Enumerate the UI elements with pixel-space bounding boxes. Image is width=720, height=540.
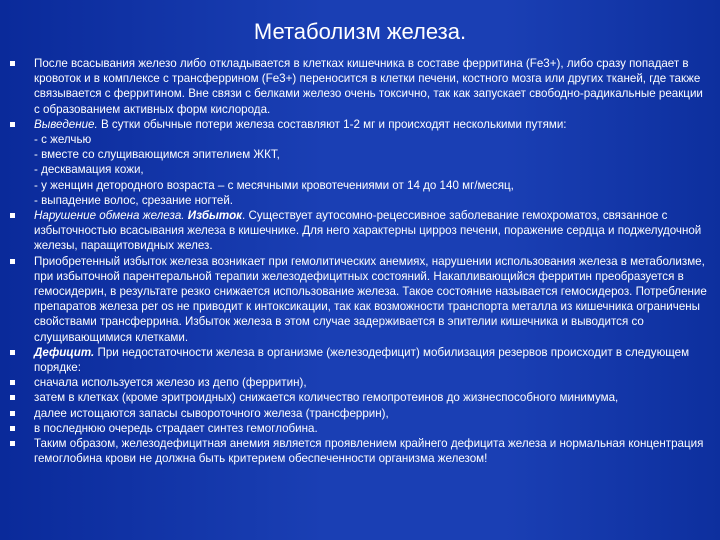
deficiency-text: При недостаточности железа в организме (железодефицит) мобилизация резервов происходит в следующем порядке: bbox=[34, 345, 690, 375]
excretion-path-skin: - десквамация кожи, bbox=[34, 163, 144, 177]
deficiency-label: Дефицит. bbox=[34, 345, 95, 359]
slide-body bbox=[10, 56, 710, 466]
excretion-label: Выведение. bbox=[34, 117, 98, 131]
disorders-text: . Существует аутосомно-рецессивное заболевание гемохроматоз, связанное с избыточностью всасывания железа в кишечнике. Для него характерны цирроз печени, поражение сердца и поджелудочной железы, паращитовидных желез. bbox=[34, 209, 702, 253]
excretion-text: В сутки обычные потери железа составляют 1-2 мг и происходят несколькими путями: bbox=[97, 117, 567, 131]
paragraph-conclusion: Таким образом, железодефицитная анемия является проявлением крайнего дефицита железа и нормальная концентрация гемоглобина крови не должна быть критерием обеспеченности организма железом! bbox=[10, 436, 710, 466]
disorders-label: Нарушение обмена железа. bbox=[34, 209, 185, 223]
paragraph-disorders bbox=[10, 208, 710, 254]
paragraph-excretion bbox=[10, 117, 710, 132]
paragraph-absorption: После всасывания железо либо откладывается в клетках кишечника в составе ферритина (Fe3+), либо сразу попадает в кровоток и в комплексе с трансферрином (Fe3+) переносится в клетки печени, костного мозга или других тканей, где также связывается с ферритином. Вне связи с белками железо очень токсично, так как запускает свободно-радикальные реакции с образованием активных форм кислорода. bbox=[10, 56, 710, 117]
slide-title: Метаболизм железа. bbox=[253, 19, 467, 44]
deficiency-step-serum: далее истощаются запасы сывороточного железа (трансферрин), bbox=[10, 406, 710, 421]
excretion-path-hair-nails: - выпадение волос, срезание ногтей. bbox=[34, 193, 234, 207]
deficiency-step-depot: сначала используется железо из депо (ферритин), bbox=[10, 375, 710, 390]
paragraph-deficiency bbox=[10, 345, 710, 375]
excess-label: Избыток bbox=[187, 209, 243, 223]
deficiency-step-hemoglobin: в последнюю очередь страдает синтез гемоглобина. bbox=[10, 421, 710, 436]
excretion-path-menstruation: - у женщин детородного возраста – с месячными кровотечениями от 14 до 140 мг/месяц, bbox=[34, 178, 514, 192]
excretion-path-bile: - с желчью bbox=[34, 133, 92, 147]
excretion-path-epithelium: - вместе со слущивающимся эпителием ЖКТ, bbox=[34, 148, 280, 162]
deficiency-step-hemoproteins: затем в клетках (кроме эритроидных) снижается количество гемопротеинов до жизнеспособного минимума, bbox=[10, 390, 710, 405]
paragraph-acquired-excess: Приобретенный избыток железа возникает при гемолитических анемиях, нарушении использования железа в метаболизме, при избыточной парентеральной терапии железодефицитных состояний. Накапливающийся ферритин преобразуется в гемосидерин, в результате резко снижается использование железа. Такое состояние называется гемосидероз. Потребление препаратов железа per os не приводит к интоксикации, так как возможности транспорта металла из кишечника ограничены свойствами трансферрина. Избыток железа в этом случае задерживается в эпителии кишечника и выводится со слущивающимися клетками. bbox=[10, 254, 710, 345]
